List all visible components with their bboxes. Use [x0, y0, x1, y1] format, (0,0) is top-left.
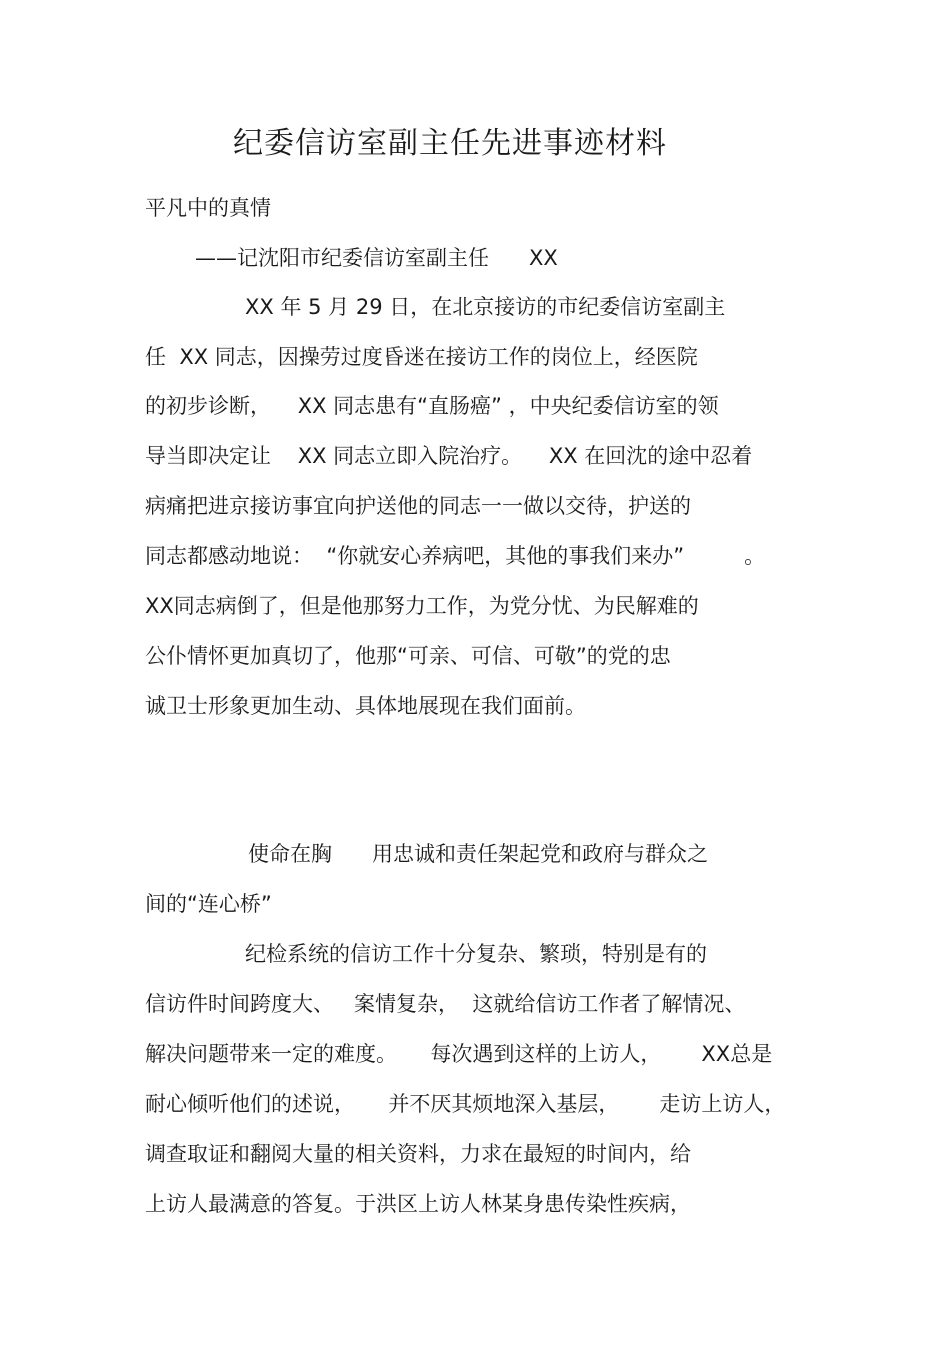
paragraph-line: XX同志病倒了，但是他那努力工作，为党分忧、为民解难的 [145, 594, 699, 618]
paragraph-line: 诚卫士形象更加生动、具体地展现在我们面前。 [145, 694, 586, 718]
byline: ——记沈阳市纪委信访室副主任 XX [195, 246, 558, 270]
paragraph-line: 病痛把进京接访事宜向护送他的同志一一做以交待，护送的 [145, 494, 691, 518]
paragraph-line: 任 XX 同志，因操劳过度昏迷在接访工作的岗位上，经医院 [145, 345, 698, 369]
paragraph-line: 信访件时间跨度大、 案情复杂， 这就给信访工作者了解情况、 [145, 992, 746, 1016]
paragraph-line: 的初步诊断， XX 同志患有“直肠癌” ，中央纪委信访室的领 [145, 394, 719, 418]
subtitle: 平凡中的真情 [145, 196, 271, 220]
paragraph-line: 公仆情怀更加真切了，他那“可亲、可信、可敬”的党的忠 [145, 644, 671, 668]
paragraph-line: 耐心倾听他们的述说， 并不厌其烦地深入基层， 走访上访人， [145, 1092, 786, 1116]
paragraph-line: 调查取证和翻阅大量的相关资料，力求在最短的时间内，给 [145, 1142, 691, 1166]
document-title: 纪委信访室副主任先进事迹材料 [233, 126, 667, 161]
paragraph-line: 导当即决定让 XX 同志立即入院治疗。 XX 在回沈的途中忍着 [145, 444, 753, 468]
paragraph-line: 纪检系统的信访工作十分复杂、繁琐，特别是有的 [245, 942, 707, 966]
section-heading-line: 间的“连心桥” [145, 892, 272, 916]
paragraph-line: XX 年 5 月 29 日，在北京接访的市纪委信访室副主 [245, 295, 726, 319]
section-heading-line: 使命在胸 用忠诚和责任架起党和政府与群众之 [248, 842, 709, 866]
paragraph-line: 上访人最满意的答复。于洪区上访人林某身患传染性疾病， [145, 1192, 691, 1216]
paragraph-line: 同志都感动地说： “你就安心养病吧，其他的事我们来办” 。 [145, 544, 766, 568]
paragraph-line: 解决问题带来一定的难度。 每次遇到这样的上访人， XX总是 [145, 1042, 773, 1066]
